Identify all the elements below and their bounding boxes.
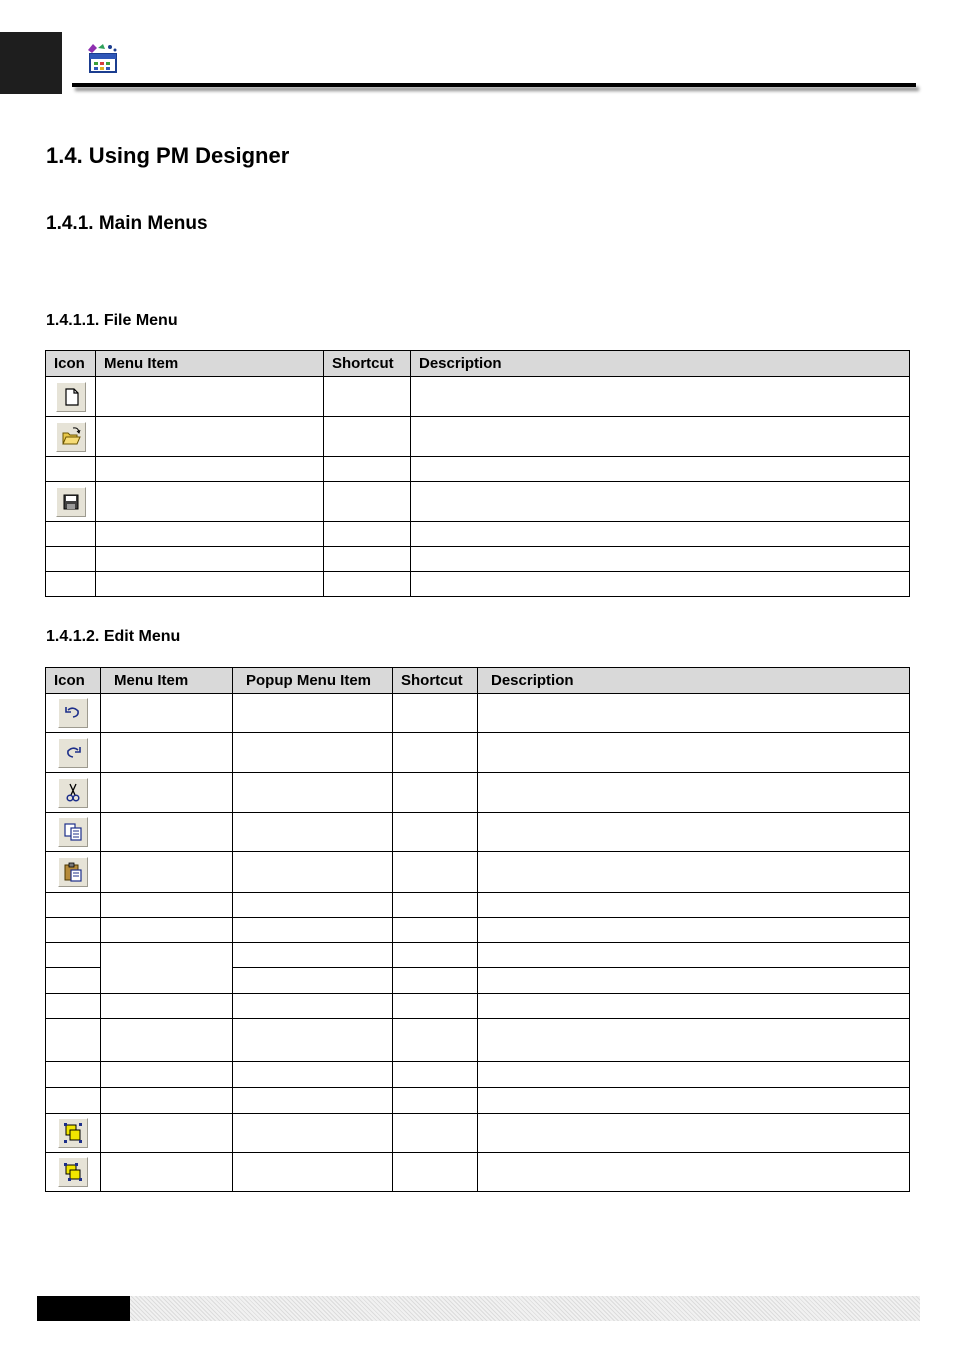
edit-menu-table [45,667,910,1192]
redo-icon [58,738,88,768]
table-row [46,522,910,547]
table-row [46,943,910,968]
group-objects-icon [58,1118,88,1148]
icon-cell [46,773,101,813]
col-header-description: Description [478,668,910,694]
table-row [46,773,910,813]
col-header-shortcut: Shortcut [324,351,411,377]
ungroup-objects-icon [58,1157,88,1187]
col-header-menu-item: Menu Item [96,351,324,377]
copy-icon [58,817,88,847]
table-header-row [46,668,910,694]
file-menu-table [45,350,910,597]
merged-menu-item-cell [101,943,233,994]
col-header-description: Description [411,351,910,377]
footer-bar [130,1296,920,1321]
icon-cell [46,1153,101,1192]
section-title: 1.4. Using PM Designer [46,143,290,168]
table-row [46,994,910,1019]
table-row [46,1088,910,1114]
table-row [46,547,910,572]
file-menu-heading: 1.4.1.1. File Menu [46,312,178,329]
table-row [46,572,910,597]
icon-cell [46,694,101,733]
table-row [46,918,910,943]
header-corner-block [0,32,62,94]
save-disk-icon [56,487,86,517]
icon-cell [46,482,96,522]
col-header-popup-menu-item: Popup Menu Item [233,668,393,694]
icon-cell [46,733,101,773]
col-header-icon: Icon [46,668,101,694]
table-row [46,417,910,457]
icon-cell [46,813,101,852]
icon-cell [46,377,96,417]
table-row [46,482,910,522]
section-subtitle: 1.4.1. Main Menus [46,213,208,234]
header-rule [72,83,916,87]
icon-cell [46,417,96,457]
undo-icon [58,698,88,728]
edit-menu-heading: 1.4.1.2. Edit Menu [46,628,181,645]
table-row [46,1062,910,1088]
table-row [46,813,910,852]
col-header-shortcut: Shortcut [393,668,478,694]
table-row [46,694,910,733]
table-row [46,852,910,893]
icon-cell [46,1114,101,1153]
table-row [46,377,910,417]
new-file-icon [56,382,86,412]
table-row [46,457,910,482]
table-row [46,1019,910,1062]
table-row [46,1114,910,1153]
footer-page-block [37,1296,130,1321]
paste-clipboard-icon [58,857,88,887]
table-row [46,733,910,773]
cut-scissors-icon [58,778,88,808]
icon-cell [46,852,101,893]
col-header-menu-item: Menu Item [101,668,233,694]
table-header-row [46,351,910,377]
table-row [46,1153,910,1192]
open-folder-icon [56,422,86,452]
table-row [46,893,910,918]
pm-designer-logo-icon [86,42,120,74]
col-header-icon: Icon [46,351,96,377]
